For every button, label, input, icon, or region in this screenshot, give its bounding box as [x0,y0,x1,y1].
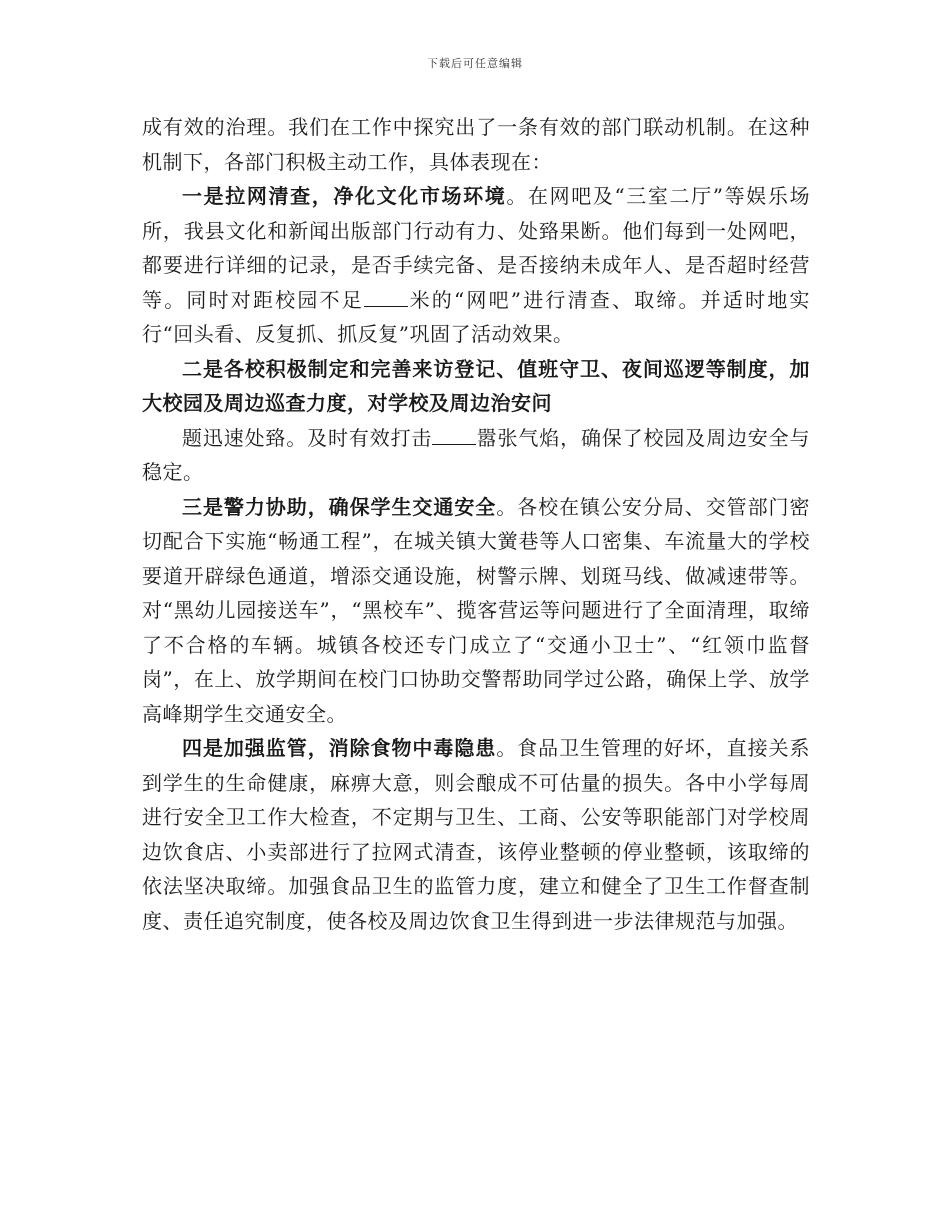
paragraph-point-1 [142,179,810,352]
point-1-heading: 一是拉网清查，净化文化市场环境 [182,184,507,208]
point-3-heading: 三是警力协助，确保学生交通安全 [182,494,497,519]
fill-blank [432,426,476,445]
point-4-text: 。食品卫生管理的好坏，直接关系到学生的生命健康，麻痹大意，则会酿成不可估量的损失。各中小学每周进行安全卫工作大检查，不定期与卫生、工商、公安等职能部门对学校周边饮食店、小卖部进行了拉网式清查，该停业整顿的停业整顿，该取缔的依法坚决取缔。加强食品卫生的监管力度，建立和健全了卫生工作督查制度、责任追究制度，使各校及周边饮食卫生得到进一步法律规范与加强。 [142,736,811,933]
point-2-text-a: 题迅速处臵。及时有效打击 [182,425,433,450]
paragraph-point-4 [142,731,810,938]
document-body [142,110,810,938]
paragraph-intro: 成有效的治理。我们在工作中探究出了一条有效的部门联动机制。在这种机制下，各部门积极主动工作，具体表现在： [142,115,810,174]
page-header: 下载后可任意编辑 [427,57,523,70]
point-2-heading: 二是各校积极制定和完善来访登记、值班守卫、夜间巡逻等制度，加大校园及周边巡查力度，对学校及周边治安问 [142,356,810,415]
paragraph-point-2-continued [142,421,810,490]
fill-blank [364,288,408,307]
point-1-text-a: 。在网吧及“三室二厅”等娱乐场所，我县文化和新闻出版部门行动有力、处臵果断。他们每到一处网吧，都要进行详细的记录，是否手续完备、是否接纳未成年人、是否超时经营等。同时对距校园不足 [142,184,811,312]
point-4-heading: 四是加强监管，消除食物中毒隐患 [182,736,497,760]
point-3-text: 。各校在镇公安分局、交管部门密切配合下实施“畅通工程”，在城关镇大黉巷等人口密集、车流量大的学校要道开辟绿色通道，增添交通设施，树警示牌、划斑马线、做减速带等。对“黑幼儿园接送车”，“黑校车”、揽客营运等问题进行了全面清理，取缔了不合格的车辆。城镇各校还专门成立了“交通小卫士”、“红领巾监督岗”，在上、放学期间在校门口协助交警帮助同学过公路，确保上学、放学高峰期学生交通安全。 [142,494,811,726]
point-2-text-b: 嚣张气焰，确保了校园及周边安全与稳定。 [142,425,811,484]
point-1-text-b: 米的“网吧”进行清查、取缔。并适时地实行“回头看、反复抓、抓反复”巩固了活动效果。 [142,287,811,346]
paragraph-point-2 [142,352,810,421]
paragraph-point-3 [142,490,810,732]
